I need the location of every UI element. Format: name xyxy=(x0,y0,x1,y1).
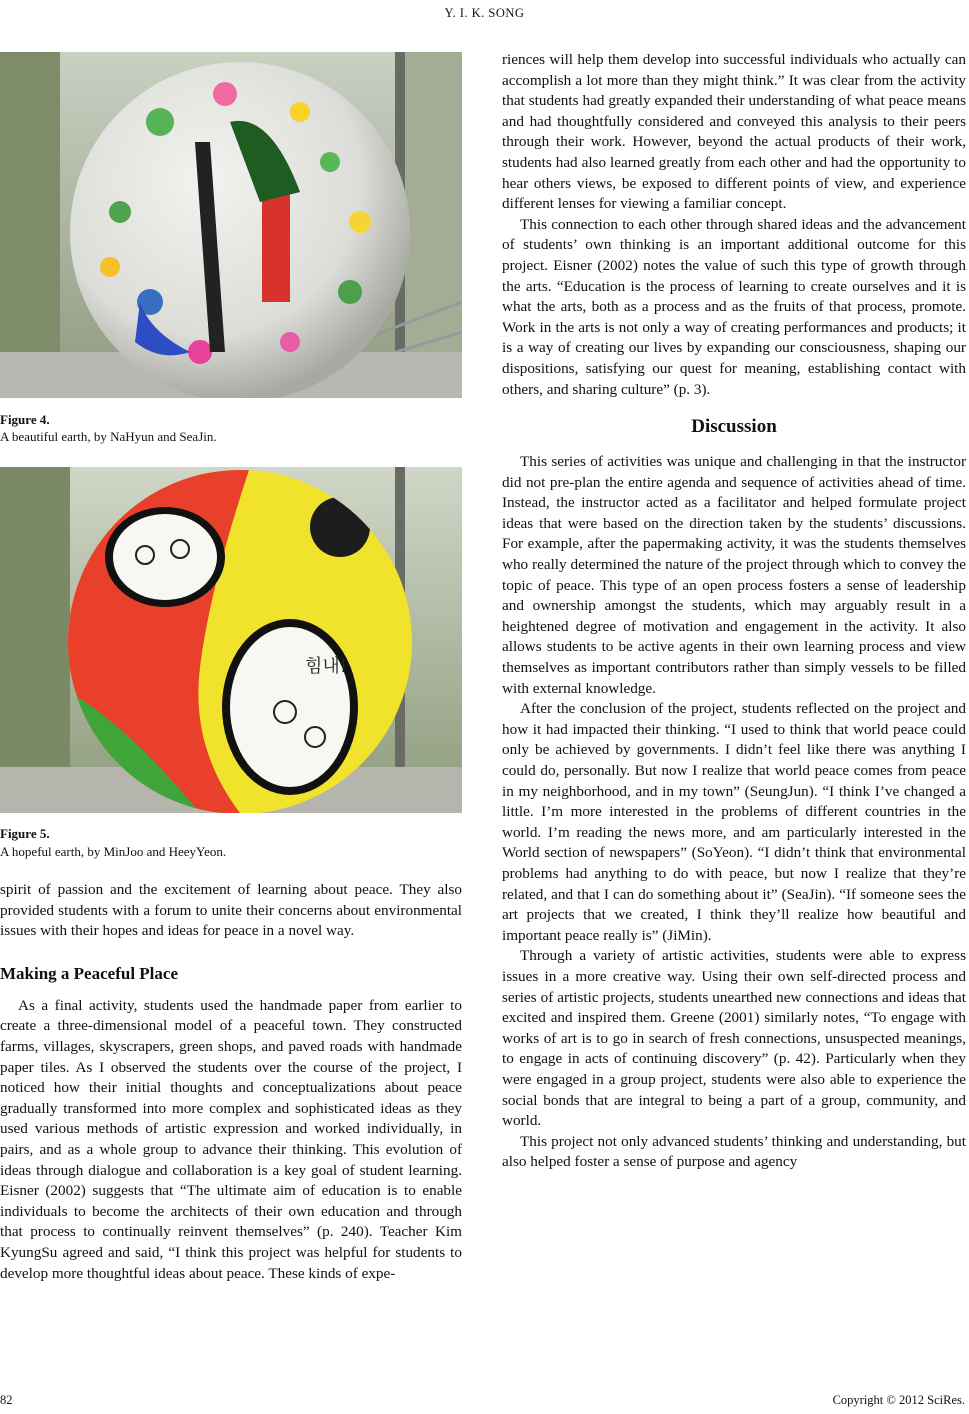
section-heading-making-a-peaceful-place: Making a Peaceful Place xyxy=(0,963,178,983)
copyright-notice: Copyright © 2012 SciRes. xyxy=(832,1393,965,1407)
paragraph-right-1: riences will help them develop into successful individuals who actually can accomplish a lot more than they might think.” It was clear from the activity that students had greatly expanded their understanding of what peace means and had thoughtfully considered and conveyed this analysis to their peers through their work. However, beyond the actual products of their work, students had also learned greatly from each other and had the opportunity to hear others views, be exposed to different points of view, and experience different lenses for viewing a familiar concept. xyxy=(502,51,966,213)
paragraph-right-5: Through a variety of artistic activities, students were able to express issues in a more creative way. Using their own self-directed process and series of artistic projects, students unearthed new connections and ideas that excited and inspired them. Greene (2001) similarly notes, “To engage with works of art is to go in search of fresh connections, unsuspected meanings, to engage in acts of continuing discovery” (p. 42). Particularly when they were engaged in a group project, students were also able to experience the social bonds that are integral to being a part of a group, community, and world. xyxy=(502,947,966,1130)
figure-4-photo xyxy=(0,52,462,398)
paragraph-making-peaceful-place: As a final activity, students used the handmade paper from earlier to create a three-dimensional model of a peaceful town. They constructed farms, villages, skyscrapers, green shops, and paved roads with handmade paper tiles. As I observed the students over the course of the project, I noticed how their initial thoughts and conceptualizations about peace gradually transformed into more complex and sophisticated ideas as they used various methods of artistic expression and worked individually, in pairs, and as a whole group to advance their thinking. This evolution of ideas through dialogue and collaboration is a key goal of student learning. Eisner (2002) suggests that “The ultimate aim of education is to enable individuals to become the architects of their own education and through that process to continually reinvent themselves” (p. 240). Teacher Kim KyungSu agreed and said, “I think this project was helpful for students to develop more thoughtful ideas about peace. These kinds of expe- xyxy=(0,996,462,1282)
figure-5-ball-text: 힘내! xyxy=(305,656,347,677)
figure-5-caption: A hopeful earth, by MinJoo and HeeyYeon. xyxy=(0,844,227,859)
paragraph-right-2: This connection to each other through shared ideas and the advancement of students’ own thinking is an important additional outcome for this project. Eisner (2002) notes the value of such this type of growth through the arts. “Education is the process of learning to create ourselves and it is what the arts, both as a process and as the fruits of that process, promote. Work in the arts is not only a way of creating performances and products; it is a way of creating our lives by expanding our consciousness, shaping our dispositions, satisfying our quest for meaning, establishing contact with others, and sharing culture” (p. 3). xyxy=(502,215,966,398)
right-column-text xyxy=(502,50,966,1173)
figure-4-label: Figure 4. xyxy=(0,412,50,427)
figure-5-photo xyxy=(0,467,462,813)
page-number: 82 xyxy=(0,1393,13,1407)
left-column-text xyxy=(0,880,462,1284)
figure-4-caption: A beautiful earth, by NaHyun and SeaJin. xyxy=(0,429,217,444)
paragraph-right-6: This project not only advanced students’ thinking and understanding, but also helped foster a sense of purpose and agency xyxy=(502,1132,966,1171)
section-heading-discussion: Discussion xyxy=(691,416,777,438)
running-head: Y. I. K. SONG xyxy=(444,6,525,20)
paragraph-right-3: This series of activities was unique and challenging in that the instructor did not pre-plan the entire agenda and sequence of activities ahead of time. Instead, the instructor acted as a facilitator and helped formulate project ideas that were based on the direction taken by the students’ discussions. For example, after the papermaking activity, it was the students themselves who really determined the nature of the project through which to convey the topic of peace. This type of an open process fosters a sense of leadership and ownership amongst the students, which may arguably result in a heightened degree of motivation and engagement in the activity. It also allows students to be active agents in their own learning process and view themselves as important contributors rather than simply vessels to be filled with external knowledge. xyxy=(502,453,966,697)
figure-5-label: Figure 5. xyxy=(0,826,50,841)
paragraph-continuation: spirit of passion and the excitement of learning about peace. They also provided students with a forum to unite their concerns about environmental issues with their hopes and ideas for peace in a novel way. xyxy=(0,881,462,940)
paragraph-right-4: After the conclusion of the project, students reflected on the project and how it had impacted their thinking. “I used to think that world peace could only be achieved by governments. I didn’t feel like there was anything I could do, personally. But now I realize that world peace comes from peace in my neighborhood, and in my town” (SeungJun). “I think I’ve changed a little. I’m more interested in the problems of different countries in the world. I’m reading the news more, and am particularly interested in the World section of newspapers” (SoYeon). “I didn’t think that environmental problems had anything to do with peace, but now I realize that they’re related, and that I can do something about it” (SeaJin). “If someone sees the art projects that we created, I think they’ll realize how beautiful and important peace really is” (JiMin). xyxy=(502,700,966,944)
